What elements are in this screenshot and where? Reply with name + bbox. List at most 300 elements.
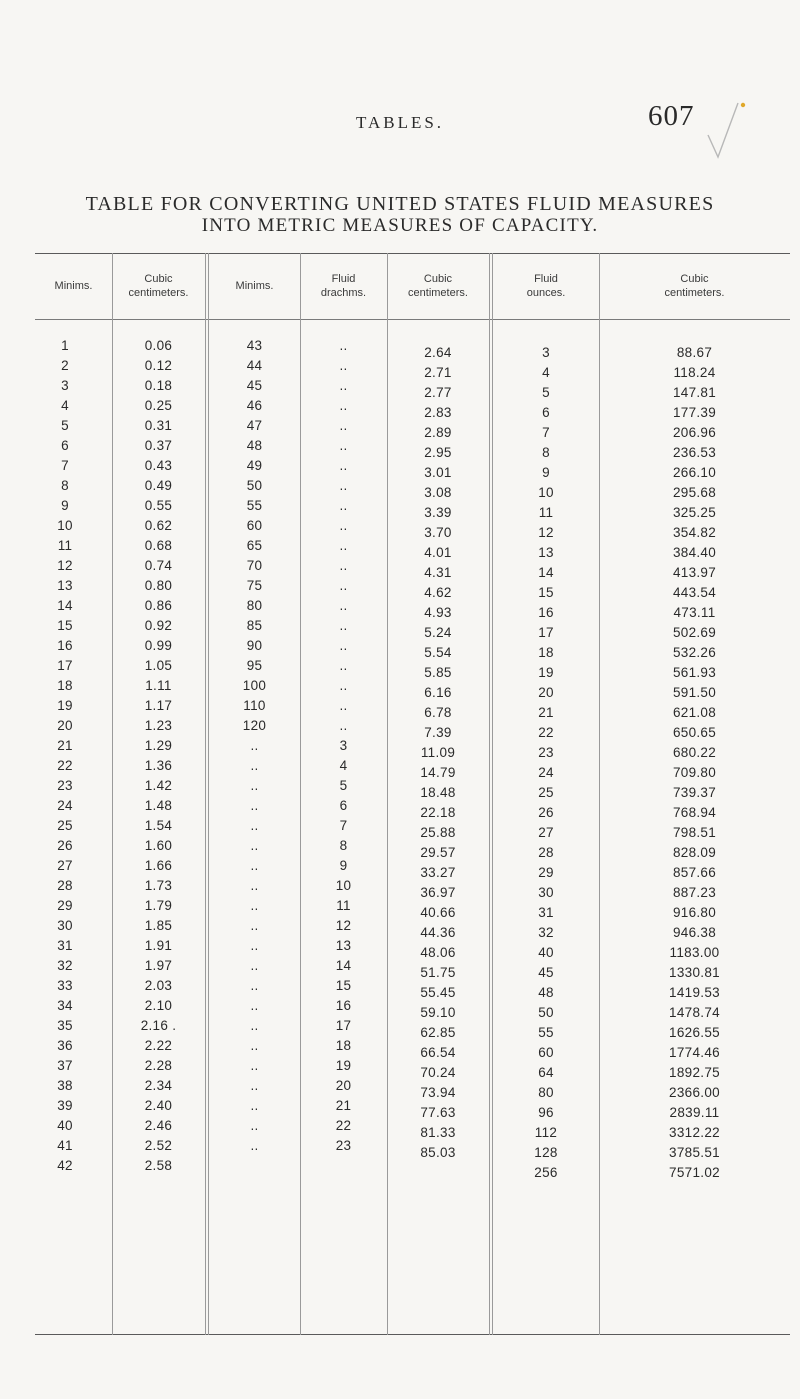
table-cell: 17 <box>335 1018 352 1033</box>
table-cell: 15 <box>538 585 554 600</box>
table-cell: 916.80 <box>672 905 717 920</box>
table-cell: .. <box>250 958 259 973</box>
table-cell: 48 <box>538 985 554 1000</box>
table-cell: 18 <box>538 645 554 660</box>
table-cell: 30 <box>538 885 554 900</box>
table-cell: .. <box>250 818 259 833</box>
header-cubic-centimeters-2: Cubic centimeters. <box>408 273 468 299</box>
table-cell: 2366.00 <box>669 1085 720 1100</box>
table-cell: 2.34 <box>144 1078 173 1093</box>
table-cell: 70.24 <box>420 1065 456 1080</box>
table-cell: 0.86 <box>144 598 173 613</box>
column-divider <box>205 253 206 1335</box>
table-cell: 22 <box>57 758 73 773</box>
table-cell: .. <box>250 798 259 813</box>
table-cell: 7 <box>61 458 69 473</box>
table-cell: 1.29 <box>144 738 173 753</box>
table-cell: 0.68 <box>144 538 173 553</box>
table-cell: 7 <box>542 425 550 440</box>
table-cell: 384.40 <box>672 545 717 560</box>
table-cell: 59.10 <box>420 1005 456 1020</box>
table-cell: 10 <box>335 878 352 893</box>
table-cell: 48.06 <box>420 945 456 960</box>
table-cell: .. <box>250 1138 259 1153</box>
table-cell: 13 <box>335 938 352 953</box>
table-cell: 621.08 <box>672 705 717 720</box>
table-title-line-2: INTO METRIC MEASURES OF CAPACITY. <box>201 215 599 236</box>
table-cell: .. <box>339 558 348 573</box>
table-cell: 26 <box>57 838 73 853</box>
table-cell: .. <box>250 738 259 753</box>
page-number: 607 <box>648 100 695 132</box>
table-cell: 2.46 <box>144 1118 173 1133</box>
table-cell: 12 <box>538 525 554 540</box>
header-minims-2: Minims. <box>235 280 274 292</box>
table-cell: 77.63 <box>420 1105 456 1120</box>
column-minims-2 <box>209 336 300 1176</box>
table-cell: 20 <box>57 718 73 733</box>
table-cell: 1.11 <box>145 678 172 693</box>
table-cell: 5.54 <box>424 645 452 660</box>
table-cell: 1 <box>61 338 69 353</box>
table-cell: 887.23 <box>672 885 717 900</box>
table-cell: 100 <box>242 678 267 693</box>
table-cell: 2.16 . <box>140 1018 177 1033</box>
table-cell: 650.65 <box>672 725 717 740</box>
table-cell: 266.10 <box>672 465 717 480</box>
table-cell: 2.83 <box>424 405 452 420</box>
table-cell: 1478.74 <box>669 1005 720 1020</box>
table-cell: 51.75 <box>420 965 456 980</box>
table-cell: 8 <box>61 478 69 493</box>
table-cell: 110 <box>243 698 266 713</box>
table-cell: 16 <box>538 605 554 620</box>
table-cell: 561.93 <box>672 665 717 680</box>
table-cell: 22.18 <box>420 805 456 820</box>
table-cell: 2.95 <box>424 445 452 460</box>
table-cell: .. <box>339 378 348 393</box>
table-cell: .. <box>250 778 259 793</box>
table-cell: 50 <box>246 478 263 493</box>
header-fluid-ounces: Fluid ounces. <box>526 273 566 299</box>
table-cell: 680.22 <box>672 745 717 760</box>
table-cell: 8 <box>339 838 348 853</box>
table-cell: 49 <box>246 458 263 473</box>
table-cell: 22 <box>538 725 554 740</box>
table-cell: 4 <box>339 758 348 773</box>
table-cell: 2.22 <box>144 1038 173 1053</box>
table-cell: 25 <box>57 818 73 833</box>
table-cell: 128 <box>534 1145 558 1160</box>
table-cell: 65 <box>246 538 263 553</box>
table-cell: .. <box>250 898 259 913</box>
table-cell: 0.80 <box>144 578 173 593</box>
table-cell: 591.50 <box>672 685 717 700</box>
table-cell: 11 <box>57 538 73 553</box>
table-cell: 0.31 <box>144 418 173 433</box>
table-cell: 1183.00 <box>669 945 720 960</box>
table-cell: 13 <box>538 545 554 560</box>
table-cell: 1.91 <box>144 938 173 953</box>
table-cell: 8 <box>542 445 550 460</box>
table-cell: .. <box>250 858 259 873</box>
table-cell: 31 <box>57 938 73 953</box>
table-cell: 7.39 <box>424 725 452 740</box>
table-cell: 206.96 <box>672 425 717 440</box>
table-cell: 1.17 <box>144 698 173 713</box>
table-cell: 2839.11 <box>669 1105 720 1120</box>
table-cell: 2.71 <box>424 365 452 380</box>
table-cell: 23 <box>538 745 554 760</box>
table-cell: 4.93 <box>424 605 452 620</box>
table-cell: 1.66 <box>144 858 173 873</box>
table-cell: 33 <box>57 978 73 993</box>
table-cell: 502.69 <box>672 625 717 640</box>
table-cell: 2.03 <box>144 978 173 993</box>
header-minims-1: Minims. <box>54 280 93 292</box>
table-cell: .. <box>250 918 259 933</box>
table-cell: 4.01 <box>424 545 452 560</box>
table-cell: 32 <box>538 925 554 940</box>
table-cell: 80 <box>246 598 263 613</box>
table-cell: 1.79 <box>144 898 173 913</box>
check-mark-icon <box>700 95 750 160</box>
table-cell: 22 <box>335 1118 352 1133</box>
table-cell: 0.99 <box>144 638 173 653</box>
column-divider <box>489 253 490 1335</box>
table-cell: 2.89 <box>424 425 452 440</box>
table-cell: 20 <box>335 1078 352 1093</box>
table-cell: 118.24 <box>673 365 716 380</box>
table-cell: 40.66 <box>420 905 456 920</box>
table-cell: 2 <box>61 358 69 373</box>
table-cell: 7571.02 <box>669 1165 720 1180</box>
table-cell: 2.28 <box>144 1058 173 1073</box>
column-cubic-centimeters-2 <box>387 343 489 1183</box>
table-cell: .. <box>339 418 348 433</box>
table-cell: 50 <box>538 1005 554 1020</box>
table-cell: 11 <box>538 505 554 520</box>
table-cell: 25.88 <box>420 825 456 840</box>
table-cell: 29.57 <box>420 845 456 860</box>
header-fluid-drachms: Fluid drachms. <box>320 273 367 299</box>
table-cell: 4 <box>61 398 69 413</box>
table-cell: 1892.75 <box>669 1065 720 1080</box>
table-cell: .. <box>339 478 348 493</box>
table-cell: 2.40 <box>144 1098 173 1113</box>
table-cell: 0.43 <box>144 458 173 473</box>
table-cell: 60 <box>538 1045 554 1060</box>
table-cell: 60 <box>246 518 263 533</box>
table-cell: 1.73 <box>144 878 173 893</box>
table-cell: 33.27 <box>420 865 456 880</box>
table-cell: 1.85 <box>144 918 173 933</box>
table-cell: 10 <box>538 485 554 500</box>
table-cell: 40 <box>57 1118 73 1133</box>
table-cell: 43 <box>246 338 263 353</box>
table-cell: .. <box>250 758 259 773</box>
table-cell: 34 <box>57 998 73 1013</box>
table-cell: 3 <box>542 345 550 360</box>
table-cell: .. <box>250 1018 259 1033</box>
table-cell: 66.54 <box>420 1045 456 1060</box>
table-cell: .. <box>339 698 348 713</box>
table-cell: 38 <box>57 1078 73 1093</box>
table-cell: 6 <box>339 798 348 813</box>
table-cell: 21 <box>57 738 73 753</box>
table-cell: 95 <box>246 658 263 673</box>
table-cell: 10 <box>57 518 73 533</box>
table-cell: 0.25 <box>144 398 173 413</box>
column-minims-1 <box>35 336 95 1176</box>
table-cell: 256 <box>534 1165 558 1180</box>
table-cell: 85 <box>246 618 263 633</box>
table-cell: 1.42 <box>144 778 173 793</box>
table-cell: 39 <box>57 1098 73 1113</box>
table-cell: .. <box>339 658 348 673</box>
header-cubic-centimeters-3: Cubic centimeters. <box>664 273 725 299</box>
table-cell: 44.36 <box>420 925 456 940</box>
table-cell: 11.09 <box>420 745 456 760</box>
table-cell: 24 <box>57 798 73 813</box>
table-cell: 5 <box>339 778 348 793</box>
table-cell: 62.85 <box>420 1025 456 1040</box>
table-cell <box>209 1156 300 1176</box>
table-cell: 0.12 <box>144 358 173 373</box>
table-cell: 73.94 <box>420 1085 456 1100</box>
table-cell: 14 <box>335 958 352 973</box>
table-cell: 88.67 <box>676 345 713 360</box>
table-cell: 16 <box>57 638 73 653</box>
table-cell: 1.60 <box>144 838 173 853</box>
table-cell: 81.33 <box>420 1125 456 1140</box>
table-cell: 11 <box>336 898 351 913</box>
table-cell: 75 <box>246 578 263 593</box>
table-cell: 40 <box>538 945 554 960</box>
table-cell: 6 <box>542 405 550 420</box>
table-cell: 5 <box>61 418 69 433</box>
table-cell: 27 <box>57 858 73 873</box>
table-cell: 1.23 <box>144 718 173 733</box>
table-cell: 15 <box>335 978 352 993</box>
table-cell: 9 <box>61 498 69 513</box>
column-cubic-centimeters-3 <box>599 343 790 1183</box>
table-cell: 9 <box>542 465 550 480</box>
table-cell: 6 <box>61 438 69 453</box>
table-cell: 21 <box>538 705 554 720</box>
table-cell: 147.81 <box>672 385 717 400</box>
table-cell: .. <box>339 578 348 593</box>
table-cell: 85.03 <box>420 1145 456 1160</box>
table-cell: 12 <box>57 558 73 573</box>
table-cell: 24 <box>538 765 554 780</box>
table-cell: 0.49 <box>144 478 173 493</box>
table-cell: 9 <box>339 858 348 873</box>
table-cell: .. <box>339 518 348 533</box>
table-cell: 739.37 <box>672 785 717 800</box>
table-cell <box>387 1163 489 1183</box>
table-cell: 35 <box>57 1018 73 1033</box>
table-cell: 23 <box>57 778 73 793</box>
table-cell: .. <box>339 638 348 653</box>
table-cell: 1.48 <box>144 798 173 813</box>
table-cell: 443.54 <box>672 585 717 600</box>
table-cell: 768.94 <box>672 805 717 820</box>
table-cell: 19 <box>335 1058 352 1073</box>
table-cell: 0.55 <box>144 498 173 513</box>
table-cell: 1774.46 <box>669 1045 720 1060</box>
table-cell: 5.85 <box>424 665 452 680</box>
table-cell: .. <box>339 358 348 373</box>
table-cell: 5 <box>542 385 550 400</box>
table-cell: 25 <box>538 785 554 800</box>
table-cell: 80 <box>538 1085 554 1100</box>
table-cell: .. <box>250 878 259 893</box>
table-cell: 1626.55 <box>669 1025 720 1040</box>
table-title-line-1: TABLE FOR CONVERTING UNITED STATES FLUID MEASURES <box>85 193 715 215</box>
table-cell: 45 <box>246 378 263 393</box>
table-cell: 46 <box>246 398 263 413</box>
table-cell: 1419.53 <box>669 985 720 1000</box>
table-cell: 90 <box>246 638 263 653</box>
table-cell: 4 <box>542 365 550 380</box>
table-cell: .. <box>250 838 259 853</box>
running-head: TABLES. <box>355 113 445 132</box>
table-cell: 1.54 <box>144 818 173 833</box>
table-cell: 946.38 <box>672 925 717 940</box>
table-cell: 42 <box>57 1158 73 1173</box>
table-cell: .. <box>250 938 259 953</box>
table-cell: 325.25 <box>672 505 717 520</box>
table-cell: 20 <box>538 685 554 700</box>
table-cell: 55 <box>246 498 263 513</box>
table-cell: .. <box>339 498 348 513</box>
table-cell: 36.97 <box>420 885 456 900</box>
table-cell: 31 <box>538 905 554 920</box>
table-cell: 12 <box>335 918 352 933</box>
table-cell: 19 <box>538 665 554 680</box>
table-cell: 120 <box>242 718 267 733</box>
table-cell: 55 <box>538 1025 554 1040</box>
table-cell: .. <box>339 538 348 553</box>
table-cell: 2.52 <box>144 1138 173 1153</box>
table-cell: 21 <box>335 1098 352 1113</box>
table-cell <box>300 1156 387 1176</box>
table-cell: 0.37 <box>144 438 173 453</box>
table-cell: .. <box>339 338 348 353</box>
table-cell: .. <box>250 1098 259 1113</box>
table-cell: 14 <box>57 598 73 613</box>
table-cell: 2.10 <box>144 998 173 1013</box>
table-cell: 41 <box>57 1138 73 1153</box>
table-cell: 798.51 <box>672 825 717 840</box>
table-cell: 64 <box>538 1065 554 1080</box>
table-cell: 354.82 <box>672 525 717 540</box>
table-cell: 828.09 <box>672 845 717 860</box>
column-fluid-drachms <box>300 336 387 1176</box>
table-cell: 18 <box>335 1038 352 1053</box>
table-cell: 857.66 <box>672 865 717 880</box>
table-cell: 7 <box>339 818 348 833</box>
table-cell: 18.48 <box>420 785 456 800</box>
table-cell: 96 <box>538 1105 554 1120</box>
table-cell: .. <box>339 438 348 453</box>
table-cell: 17 <box>538 625 554 640</box>
table-cell: 0.06 <box>144 338 173 353</box>
table-cell: 413.97 <box>672 565 717 580</box>
table-cell: .. <box>339 678 348 693</box>
table-cell: 14 <box>538 565 554 580</box>
table-cell: 4.31 <box>424 565 452 580</box>
table-cell: 0.18 <box>144 378 173 393</box>
table-cell: 29 <box>57 898 73 913</box>
table-cell: 3785.51 <box>669 1145 720 1160</box>
table-cell: 37 <box>57 1058 73 1073</box>
table-cell: 1.36 <box>144 758 173 773</box>
table-cell: 17 <box>57 658 73 673</box>
table-cell: 19 <box>57 698 73 713</box>
table-cell: 473.11 <box>673 605 716 620</box>
table-cell: 4.62 <box>424 585 452 600</box>
table-cell: 3.08 <box>424 485 452 500</box>
table-cell: 28 <box>57 878 73 893</box>
table-cell: 26 <box>538 805 554 820</box>
table-cell: 55.45 <box>420 985 456 1000</box>
table-cell: 0.62 <box>144 518 173 533</box>
column-cubic-centimeters-1 <box>112 336 205 1176</box>
conversion-table <box>35 253 790 1335</box>
table-cell: 48 <box>246 438 263 453</box>
table-cell: .. <box>250 1078 259 1093</box>
table-cell: 13 <box>57 578 73 593</box>
table-cell: 15 <box>57 618 73 633</box>
table-cell: 47 <box>246 418 263 433</box>
table-cell: .. <box>339 398 348 413</box>
table-cell: .. <box>250 998 259 1013</box>
table-cell: 2.77 <box>424 385 452 400</box>
table-cell: 27 <box>538 825 554 840</box>
table-cell: 5.24 <box>424 625 452 640</box>
table-cell: 6.16 <box>424 685 452 700</box>
table-cell: .. <box>250 1058 259 1073</box>
table-cell: 112 <box>534 1125 558 1140</box>
table-cell: 3312.22 <box>669 1125 720 1140</box>
table-cell: 1330.81 <box>669 965 720 980</box>
table-cell: .. <box>250 1038 259 1053</box>
table-cell: 295.68 <box>672 485 717 500</box>
table-cell: 36 <box>57 1038 73 1053</box>
table-cell: 29 <box>538 865 554 880</box>
table-cell: 3.01 <box>424 465 452 480</box>
table-cell: .. <box>339 458 348 473</box>
table-bottom-rule <box>35 1334 790 1335</box>
table-cell: 177.39 <box>672 405 717 420</box>
table-cell: 30 <box>57 918 73 933</box>
table-cell: 1.05 <box>144 658 173 673</box>
table-cell: 6.78 <box>424 705 452 720</box>
table-cell: .. <box>339 618 348 633</box>
table-cell: 14.79 <box>420 765 456 780</box>
table-cell: 3 <box>61 378 69 393</box>
table-cell: 16 <box>335 998 352 1013</box>
table-cell: .. <box>250 978 259 993</box>
table-cell: 3.70 <box>424 525 452 540</box>
table-cell: 70 <box>246 558 263 573</box>
table-cell: 532.26 <box>672 645 717 660</box>
header-cubic-centimeters-1: Cubic centimeters. <box>128 273 189 299</box>
table-cell: .. <box>339 598 348 613</box>
table-cell: 709.80 <box>672 765 717 780</box>
